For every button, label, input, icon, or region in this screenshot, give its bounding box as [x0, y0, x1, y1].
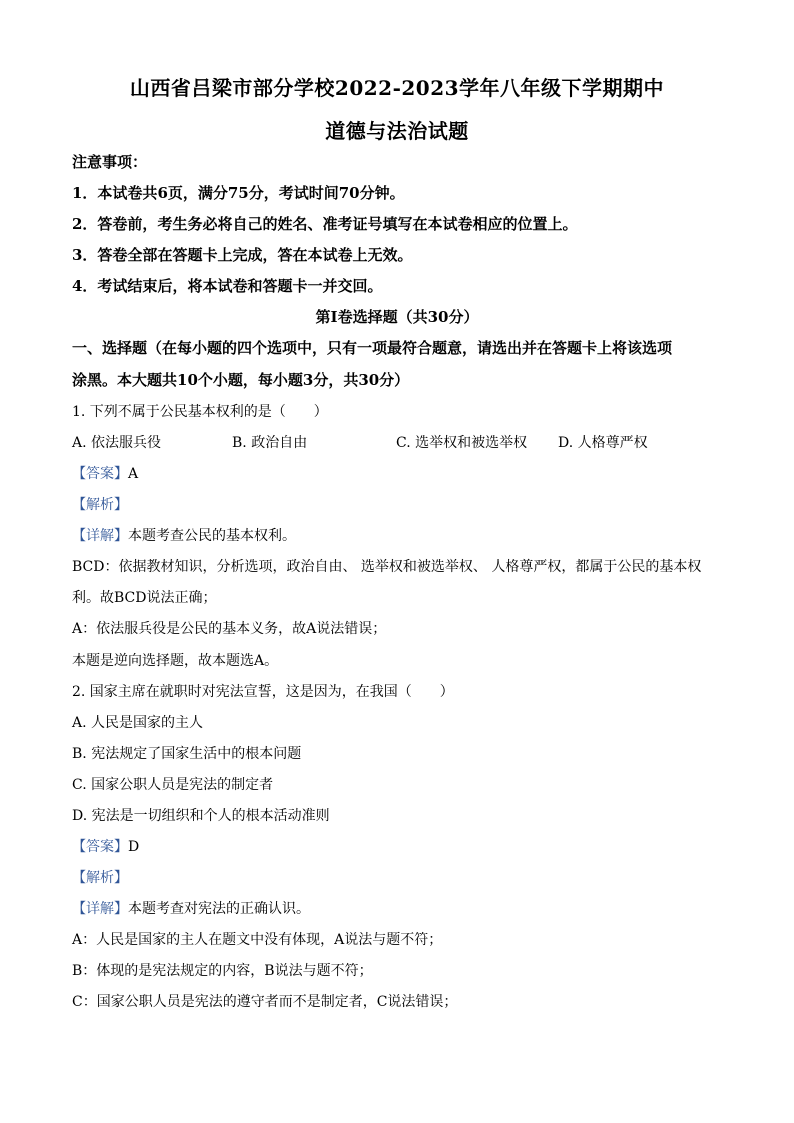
question-option: D. 宪法是一切组织和个人的根本活动准则 — [72, 808, 330, 824]
question-stem: 2. 国家主席在就职时对宪法宣誓，这是因为，在我国（ ） — [72, 684, 454, 700]
notice-heading: 注意事项： — [72, 153, 148, 171]
detail-tag: 【详解】 — [72, 528, 128, 544]
question-option: D. 人格尊严权 — [558, 435, 648, 451]
question-option: B. 政治自由 — [232, 435, 308, 451]
detail-line: 【详解】本题考查对宪法的正确认识。 — [72, 901, 310, 917]
question-option: C. 选举权和被选举权 — [396, 435, 528, 451]
question-option: A. 依法服兵役 — [72, 435, 162, 451]
detail-line: 【详解】本题考查公民的基本权利。 — [72, 528, 296, 544]
exam-subject-title: 道德与法治试题 — [325, 119, 469, 143]
notice-item: 3．答卷全部在答题卡上完成，答在本试卷上无效。 — [72, 246, 413, 264]
detail-line: C：国家公职人员是宪法的遵守者而不是制定者，C说法错误； — [72, 994, 458, 1010]
analysis-tag: 【解析】 — [72, 870, 128, 886]
question-option: C. 国家公职人员是宪法的制定者 — [72, 777, 274, 793]
notice-item: 4．考试结束后，将本试卷和答题卡一并交回。 — [72, 277, 383, 295]
answer-value: A — [128, 466, 139, 482]
question-stem: 1. 下列不属于公民基本权利的是（ ） — [72, 404, 328, 420]
part-intro: 涂黑。本大题共10个小题，每小题3分，共30分） — [72, 371, 410, 389]
exam-title: 山西省吕梁市部分学校2022-2023学年八年级下学期期中 — [129, 76, 665, 100]
detail-line: A：人民是国家的主人在题文中没有体现，A说法与题不符； — [72, 932, 443, 948]
answer-value: D — [128, 839, 140, 855]
answer-tag: 【答案】 — [72, 839, 128, 855]
notice-item: 2．答卷前，考生务必将自己的姓名、准考证号填写在本试卷相应的位置上。 — [72, 215, 578, 233]
detail-line: B：体现的是宪法规定的内容，B说法与题不符； — [72, 963, 373, 979]
analysis-tag: 【解析】 — [72, 497, 128, 513]
notice-item: 1．本试卷共6页，满分75分，考试时间70分钟。 — [72, 184, 405, 202]
answer-tag: 【答案】 — [72, 466, 128, 482]
detail-line: BCD：依据教材知识，分析选项，政治自由、 选举权和被选举权、 人格尊严权，都属于公民的基本权 — [72, 559, 702, 575]
section-title: 第Ⅰ卷选择题（共30分） — [315, 308, 479, 326]
question-option: A. 人民是国家的主人 — [72, 715, 204, 731]
part-intro: 一、选择题（在每小题的四个选项中，只有一项最符合题意，请选出并在答题卡上将该选项 — [72, 339, 673, 357]
answer-line — [72, 836, 722, 856]
detail-tag: 【详解】 — [72, 901, 128, 917]
detail-line: A：依法服兵役是公民的基本义务，故A说法错误； — [72, 621, 387, 637]
answer-line — [72, 463, 722, 483]
question-option: B. 宪法规定了国家生活中的根本问题 — [72, 746, 302, 762]
detail-line: 利。故BCD说法正确； — [72, 590, 217, 606]
detail-line: 本题是逆向选择题，故本题选A。 — [72, 653, 279, 669]
